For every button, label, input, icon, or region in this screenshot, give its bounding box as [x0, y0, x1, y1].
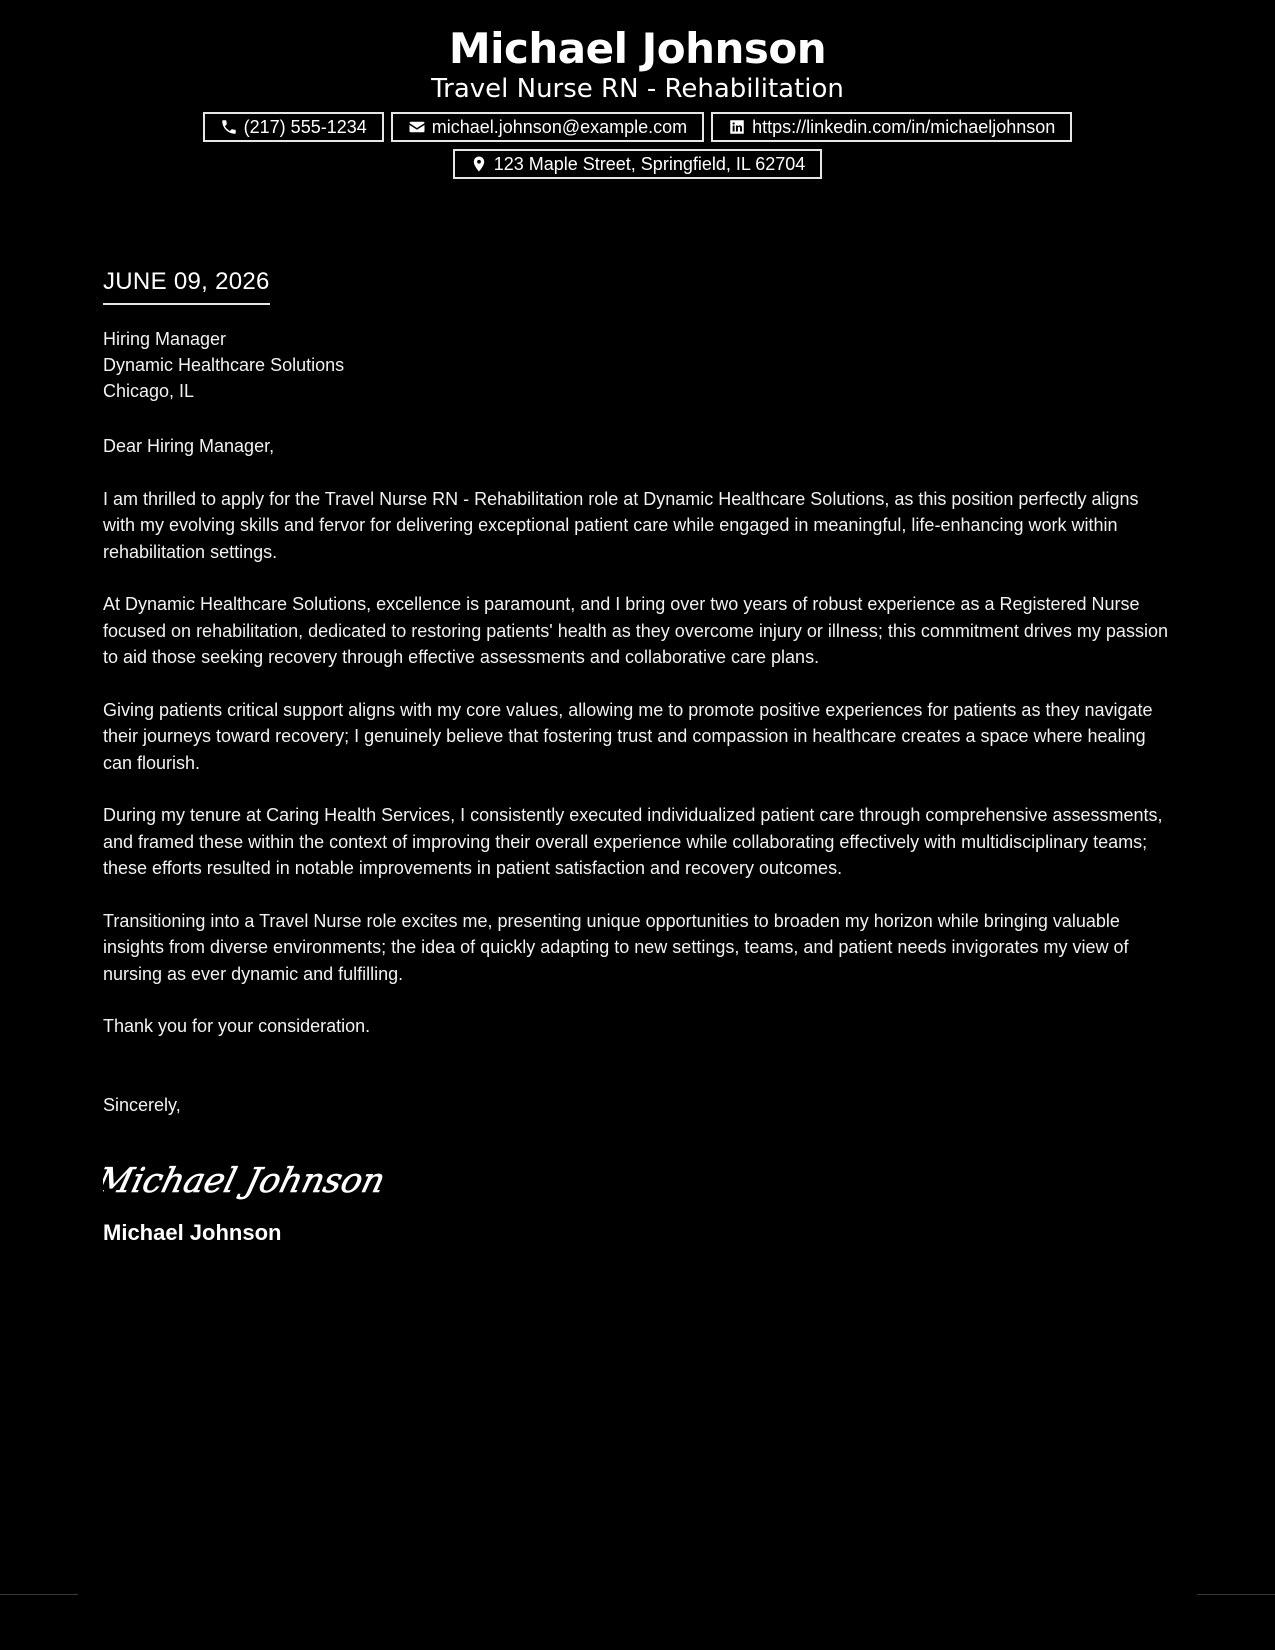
recipient-location: Chicago, IL — [103, 381, 195, 401]
body-paragraph: Transitioning into a Travel Nurse role excites me, presenting unique opportunities to broaden my horizon while bringing valuable insights from diverse environments; the idea of quickly adapting to new settings, teams, and patient needs invigorates my view of nursing as ever dynamic and fulfilling. — [103, 910, 1129, 984]
contact-address[interactable] — [453, 149, 823, 179]
salutation: Dear Hiring Manager, — [103, 436, 275, 456]
body-paragraph: Giving patients critical support aligns with my core values, allowing me to promote positive experiences for patients as they navigate their journeys toward recovery; I genuinely believe that fostering trust and compassion in healthcare creates a space where healing can flourish. — [103, 699, 1153, 773]
footer-rule-right — [1197, 1594, 1275, 1595]
sender-name: Michael Johnson — [103, 1220, 282, 1245]
contact-row — [0, 149, 1275, 179]
closing-thanks: Thank you for your consideration. — [103, 1016, 371, 1036]
handwritten-signature — [103, 1152, 1173, 1208]
envelope-icon — [408, 118, 426, 136]
body-paragraph: During my tenure at Caring Health Services, I consistently executed individualized patient care through comprehensive assessments, and framed these within the context of improving their overall experience while collaborating effectively with multidisciplinary teams; these efforts resulted in notable improvements in patient satisfaction and recovery outcomes. — [103, 805, 1163, 878]
sign-off: Sincerely, — [103, 1094, 181, 1115]
contact-phone-text: (217) 555-1234 — [243, 116, 367, 137]
letter-body — [103, 266, 1173, 1247]
contact-linkedin[interactable] — [711, 112, 1072, 142]
contact-row — [0, 112, 1275, 142]
applicant-job-title: Travel Nurse RN - Rehabilitation — [431, 74, 844, 104]
contact-email[interactable] — [391, 112, 704, 142]
signature-drawing — [103, 1152, 383, 1208]
contact-address-text: 123 Maple Street, Springfield, IL 62704 — [493, 153, 806, 174]
recipient-name: Hiring Manager — [103, 329, 227, 349]
phone-icon — [220, 118, 238, 136]
applicant-name: Michael Johnson — [448, 24, 827, 73]
body-paragraph: At Dynamic Healthcare Solutions, excellence is paramount, and I bring over two years of robust experience as a Registered Nurse focused on rehabilitation, dedicated to restoring patients' health as they overcome injury or illness; this commitment drives my passion to aid those seeking recovery through effective assessments and collaborative care plans. — [103, 594, 1168, 667]
body-paragraph: I am thrilled to apply for the Travel Nurse RN - Rehabilitation role at Dynamic Healthcare Solutions, as this position perfectly aligns with my evolving skills and fervor for delivering exceptional patient care while engaged in meaningful, life-enhancing work within rehabilitation settings. — [103, 488, 1139, 562]
contact-email-text: michael.johnson@example.com — [431, 116, 688, 137]
footer-rule-left — [0, 1594, 78, 1595]
letter-date: JUNE 09, 2026 — [103, 266, 270, 305]
contact-linkedin-text: https://linkedin.com/in/michaeljohnson — [752, 116, 1056, 137]
map-pin-icon — [470, 155, 488, 173]
signature-text: Michael Johnson — [103, 1161, 383, 1201]
letter-header — [0, 0, 1275, 179]
linkedin-icon — [728, 118, 746, 136]
recipient-company: Dynamic Healthcare Solutions — [103, 355, 345, 375]
recipient-block — [103, 326, 1173, 404]
contact-phone[interactable] — [203, 112, 384, 142]
